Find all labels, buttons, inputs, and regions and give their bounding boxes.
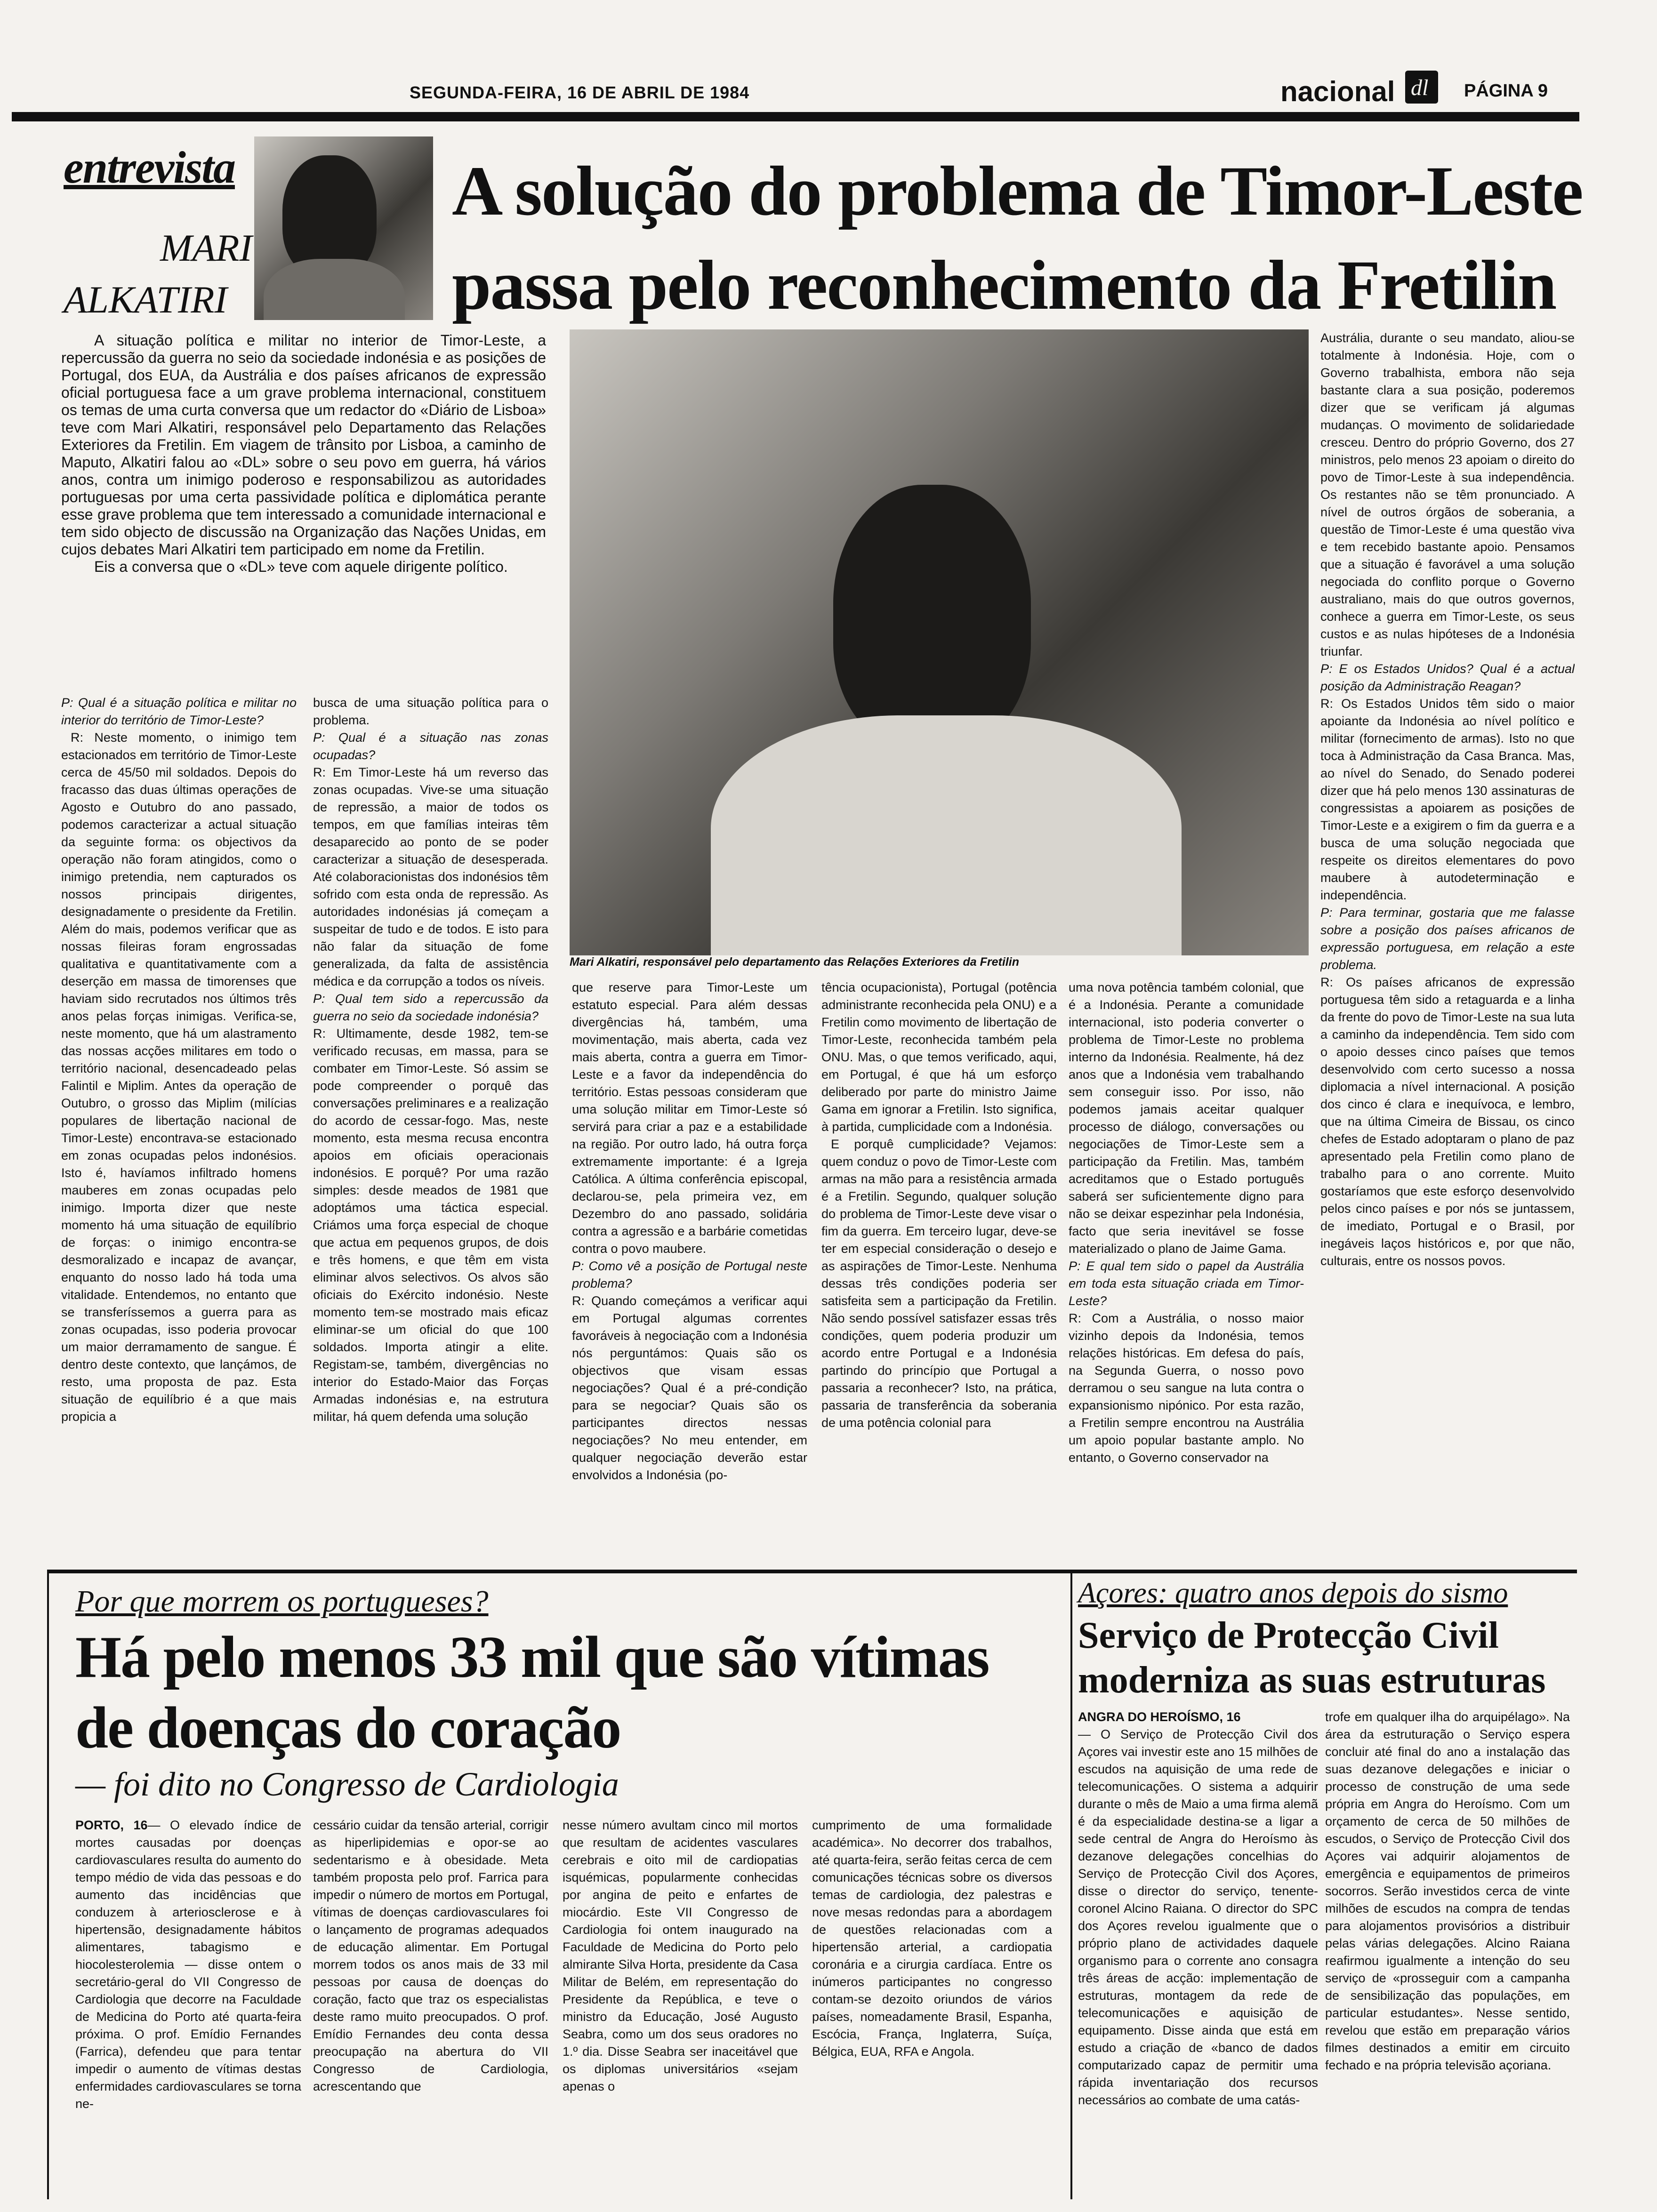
column-paragraph: R: Neste momento, o inimigo tem estacionados em território de Timor-Leste cerca de 45/50 mil soldados. Depois do fracasso das duas últimas operações de Agosto e Outubro do ano passado, podemos caracterizar a actual situação da seguinte forma: os objectivos da operação não foram atingidos, como o inimigo pretendia, nem capturados os nossos principais dirigentes, designadamente o presidente da Fretilin. Além do mais, podemos verificar que as nossas fileiras foram engrossadas qualitativa e quantitativamente com a deserção em massa de timorenses que haviam sido recrutados nos últimos três anos pelas forças inimigas. Verifica-se, neste momento, que há um alastramento das nossas acções militares em todo o território nacional, desencadeado pelas Falintil e Miplim. Antes da operação de Outubro, o grosso das Miplim (milícias populares de libertação nacional de Timor-Leste) encontrava-se estacionado em zonas ocupadas pelos indonésios. Isto é, havíamos infiltrado homens mauberes em zonas ocupadas pelo inimigo. Importa dizer que neste momento há uma situação de equilíbrio de forças: o inimigo encontra-se desmoralizado e incapaz de avançar, enquanto do nosso lado há toda uma vitalidade. Entendemos, no entanto que se transferíssemos a guerra para as zonas ocupadas, isso poderia provocar um maior derramamento de sangue. É dentro deste contexto, que lançámos, de resto, uma proposta de paz. Esta situação de equilíbrio é a que mais propicia a <box>61 730 297 1424</box>
column-paragraph <box>75 1817 301 2113</box>
svg-text:dl: dl <box>1411 75 1429 100</box>
heart-kicker: Por que morrem os portugueses? <box>75 1584 489 1619</box>
interview-kicker: entrevista <box>64 142 235 192</box>
column-paragraph: R: Em Timor-Leste há um reverso das zonas ocupadas. Vive-se uma situação de repressão, a maior de todos os tempos, em que famílias inteiras têm desaparecido ao ponto de se poder caracterizar a situação de desesperada. Até colaboracionistas dos indonésios têm sofrido com esta onda de repressão. As autoridades indonésias já começam a suspeitar de tudo e de todos. E isto para não falar da situação de fome generalizada, da falta de assistência médica e da corrupção a todos os níveis. <box>313 765 548 988</box>
column-paragraph: trofe em qualquer ilha do arquipélago». Na área da estruturação o Serviço espera concluir até final do ano a instalação das suas dezanove delegações e iniciar o processo de construção de uma sede própria em Angra do Heroísmo. Com um orçamento de cerca de 50 milhões de escudos, o Serviço de Protecção Civil dos Açores vai adquirir alojamentos de emergência e equipamentos de primeiros socorros. Serão investidos cerca de vinte milhões de escudos na compra de tendas para alojamentos provisórios a distribuir pelas várias delegações. Alcino Raiana reafirmou igualmente a intenção do seu serviço de «prosseguir com a campanha de sensibilização das populações, em particular estudantes». Nesse sentido, revelou que estão em preparação vários filmes destinados a emitir em circuito fechado e na própria televisão açoriana. <box>1325 1710 1570 2072</box>
interview-photo <box>570 329 1309 955</box>
column-paragraph: P: Qual tem sido a repercussão da guerra no seio da sociedade indonésia? <box>313 992 548 1023</box>
photo-caption: Mari Alkatiri, responsável pelo departamento das Relações Exteriores da Fretilin <box>570 955 1019 969</box>
column-paragraph: P: E os Estados Unidos? Qual é a actual posição da Administração Reagan? <box>1320 662 1575 693</box>
azores-headline-line2: moderniza as suas estruturas <box>1078 1659 1546 1701</box>
heart-column-3 <box>563 1817 798 2188</box>
column-paragraph: busca de uma situação política para o problema. <box>313 696 548 727</box>
interview-column-4 <box>821 979 1057 1570</box>
interviewee-name-line2: ALKATIRI <box>64 278 227 321</box>
azores-column-2 <box>1325 1708 1570 2188</box>
column-paragraph: cessário cuidar da tensão arterial, corrigir as hiperlipidemias e opor-se ao sedentarismo e à obesidade. Meta também proposta pelo prof. Farrica para impedir o número de mortos em Portugal, vítimas de doenças cardiovasculares foi o lançamento de programas adequados de educação alimentar. Em Portugal morrem todos os anos mais de 33 mil pessoas por causa de doenças do coração, facto que traz os especialistas deste ramo muito preocupados. O prof. Emídio Fernandes deu conta dessa preocupação na abertura do VII Congresso de Cardiologia, acrescentando que <box>313 1818 548 2093</box>
column-paragraph <box>1078 1708 1318 2109</box>
heart-dateline: PORTO, 16 <box>75 1818 148 1832</box>
page-date: SEGUNDA-FEIRA, 16 DE ABRIL DE 1984 <box>410 83 750 102</box>
heart-col1-text: — O elevado índice de mortes causadas por doenças cardiovasculares resulta do aumento do tempo médio de vida das pessoas e do aumento das incidências que conduzem à arteriosclerose e à hipertensão, designadamente hábitos alimentares, tabagismo e hiocolesterolemia — disse ontem o secretário-geral do VII Congresso de Cardiologia que decorre na Faculdade de Medicina do Porto até quarta-feira próxima. O prof. Emídio Fernandes (Farrica), defendeu que para tentar impedir o aumento de vítimas destas enfermidades cardiovasculares se torna ne- <box>75 1818 301 2111</box>
interview-headline-line1: A solução do problema de Timor-Leste <box>452 152 1583 230</box>
interview-headline-line2: passa pelo reconhecimento da Fretilin <box>452 246 1556 324</box>
column-paragraph: P: Para terminar, gostaria que me falasse sobre a posição dos países africanos de expressão portuguesa, em relação a este problema. <box>1320 906 1575 972</box>
column-paragraph: R: Com a Austrália, o nosso maior vizinho depois da Indonésia, temos relações históricas. Em defesa do país, na Segunda Guerra, o nosso povo derramou o seu sangue na luta contra o expansionismo nipónico. Por esta razão, a Fretilin sempre encontrou na Austrália um apoio popular bastante amplo. No entanto, o Governo conservador na <box>1069 1311 1304 1465</box>
interview-column-5 <box>1069 979 1304 1570</box>
column-paragraph: Austrália, durante o seu mandato, aliou-se totalmente à Indonésia. Hoje, com o Governo trabalhista, embora não seja bastante clara a sua posição, poderemos dizer que se verificam já algumas mudanças. O movimento de solidariedade cresceu. Dentro do próprio Governo, dos 27 ministros, pelo menos 23 apoiam o direito do povo de Timor-Leste à sua independência. Os restantes não se têm pronunciado. A nível de outros órgãos de soberania, a questão de Timor-Leste é uma questão viva e tem recebido bastante apoio. Pensamos que a situação é favorável a uma solução negociada do conflito porque o Governo australiano, mais do que outros governos, conhece a guerra em Timor-Leste, os seus custos e as nulas hipóteses de a Indonésia triunfar. <box>1320 331 1575 658</box>
column-paragraph: R: Ultimamente, desde 1982, tem-se verificado recusas, em massa, para se combater em Timor-Leste. Só assim se pode compreender o porquê das conversações preliminares e a realização do acordo de cessar-fogo. Mas, neste momento, esta mesma recusa encontra apoios em oficiais operacionais indonésios. E porquê? Por uma razão simples: desde meados de 1981 que adoptámos uma táctica especial. Criámos uma força especial de choque que actua em pequenos grupos, de dois e três homens, e que têm em vista eliminar alvos selectivos. Os alvos são oficiais do Exército indonésio. Neste momento tem-se mostrado mais eficaz eliminar-se um oficial do que 100 soldados. Importa atingir a elite. Registam-se, também, divergências no interior do Estado-Maior das Forças Armadas indonésias e, na estrutura militar, há quem defenda uma solução <box>313 1026 548 1424</box>
interview-column-2 <box>313 694 548 1570</box>
newspaper-logo-icon <box>1405 71 1438 104</box>
azores-dateline: ANGRA DO HEROÍSMO, 16 <box>1078 1710 1241 1724</box>
azores-kicker: Açores: quatro anos depois do sismo <box>1078 1577 1508 1609</box>
heart-column-4 <box>812 1817 1052 2188</box>
interviewee-name-line1: MARI <box>160 226 252 269</box>
intro-closing: Eis a conversa que o «DL» teve com aquele dirigente político. <box>94 558 508 575</box>
interviewee-portrait <box>254 136 433 320</box>
interview-intro <box>61 332 546 685</box>
column-paragraph: R: Os países africanos de expressão portuguesa têm sido a retaguarda e a linha da frente do povo de Timor-Leste na sua luta a caminho da independência. Tem sido com o apoio desses cinco países que temos desenvolvido com certo sucesso a nossa diplomacia a nível internacional. A posição dos cinco é clara e inequívoca, e lembro, que na última Cimeira de Bissau, os cinco chefes de Estado adoptaram o plano de paz apresentado pela Fretilin como plano de trabalho para o ano corrente. Muito gostaríamos que este esforço desenvolvido pelos cinco países e por nós se juntassem, de imediato, Portugal e o Brasil, por inegáveis laços históricos e, por que não, culturais, entre os nossos povos. <box>1320 975 1575 1268</box>
heart-column-2 <box>313 1817 548 2188</box>
column-paragraph: cumprimento de uma formalidade académica». No decorrer dos trabalhos, até quarta-feira, serão feitas cerca de cem comunicações técnicas sobre os diversos temas de cardiologia, dez palestras e nove mesas redondas para a abordagem de questões relacionadas com a hipertensão arterial, a cardiopatia coronária e a cirurgia cardíaca. Entre os inúmeros participantes no congresso contam-se dezoito oriundos de vários países, nomeadamente Brasil, Espanha, Escócia, França, Inglaterra, Suíça, Bélgica, EUA, RFA e Angola. <box>812 1818 1052 2059</box>
azores-headline-line1: Serviço de Protecção Civil <box>1078 1615 1499 1656</box>
page-number: PÁGINA 9 <box>1464 81 1548 101</box>
interview-column-6 <box>1320 329 1575 1570</box>
column-paragraph: P: Qual é a situação nas zonas ocupadas? <box>313 730 548 762</box>
column-paragraph: uma nova potência também colonial, que é a Indonésia. Perante a comunidade internacional, isto poderia converter o problema de Timor-Leste no problema interno da Indonésia. Realmente, há dez anos que a Indonésia vem trabalhando sem conseguir isso. Por isso, não podemos jamais aceitar qualquer processo de diálogo, conversações ou negociações de Timor-Leste sem a participação da Fretilin. Mas, também acreditamos que o Estado português saberá ser suficientemente digno para não se deixar espezinhar pela Indonésia, facto que seria inevitável se fosse materializado o plano de Jaime Gama. <box>1069 980 1304 1256</box>
column-paragraph: R: Os Estados Unidos têm sido o maior apoiante da Indonésia ao nível político e militar (fornecimento de armas). Isto no que toca à Administração da Casa Branca. Mas, ao nível do Senado, do Senado poderei dizer que há pelo menos 130 assinaturas de congressistas a apoiarem as posições de Timor-Leste e a exigirem o fim da guerra e a busca de uma solução negociada que respeite os direitos elementares do povo maubere à autodeterminação e independência. <box>1320 697 1575 902</box>
azores-top-rule <box>1069 1570 1577 1573</box>
interview-column-3 <box>572 979 807 1570</box>
heart-subhead: — foi dito no Congresso de Cardiologia <box>75 1765 619 1803</box>
column-paragraph: que reserve para Timor-Leste um estatuto especial. Para além dessas divergências há, também, uma movimentação, mais aberta, cada vez mais aberta, contra a guerra em Timor-Leste e a favor da independência do território. Estas pessoas consideram que uma solução militar em Timor-Leste só servirá para criar a paz e a estabilidade na região. Por outro lado, há outra força extremamente importante: é a Igreja Católica. A última conferência episcopal, declarou-se, pela primeira vez, em Dezembro do ano passado, solidária contra a agressão e a barbárie cometidas contra o povo maubere. <box>572 980 807 1256</box>
interview-column-1 <box>61 694 297 1570</box>
heart-column-1 <box>75 1817 301 2188</box>
azores-col1-text: — O Serviço de Protecção Civil dos Açores vai investir este ano 15 milhões de escudos na aquisição de uma rede de telecomunicações. O sistema a adquirir durante o mês de Maio a uma firma alemã é da especialidade destina-se a ligar a sede central de Angra do Heroísmo às dezanove delegações concelhias do Serviço de Protecção Civil dos Açores, disse o director do serviço, tenente-coronel Alcino Raiana. O director do SPC dos Açores revelou igualmente que o próprio plano de actividades daquele organismo para o corrente ano consagra três áreas de acção: implementação de estruturas, montagem da rede de telecomunicações e aquisição de equipamento. Disse ainda que está em estudo a criação de «banco de dados computarizado capaz de permitir uma rápida inventariação dos recursos necessários ao combate de uma catás- <box>1078 1727 1318 2107</box>
column-paragraph: tência ocupacionista), Portugal (potência administrante reconhecida pela ONU) e a Fretilin como movimento de libertação de Timor-Leste, reconhecida também pela ONU. Mas, o que temos verificado, aqui, em Portugal, é que há um esforço deliberado por parte do ministro Jaime Gama em ignorar a Fretilin. Isto significa, à partida, cumplicidade com a Indonésia. <box>821 980 1057 1134</box>
header-rule <box>12 112 1579 121</box>
intro-paragraph: A situação política e militar no interior de Timor-Leste, a repercussão da guerra no seio da sociedade indonésia e as posições de Portugal, dos EUA, da Austrália e dos países africanos de expressão oficial portuguesa face a um grave problema internacional, constituem os temas de uma curta conversa que um redactor do «Diário de Lisboa» teve com Mari Alkatiri, responsável pelo Departamento das Relações Exteriores da Fretilin. Em viagem de trânsito por Lisboa, a caminho de Maputo, Alkatiri falou ao «DL» sobre o seu povo em guerra, há vários anos, contra um inimigo poderoso e responsabilizou as autoridades portuguesas por uma certa passividade política e diplomática perante esse grave problema que tem interessado a comunidade internacional e tem sido objecto de discussão na Organização das Nações Unidas, em cujos debates Mari Alkatiri tem participado em nome da Fretilin. <box>61 332 546 558</box>
column-paragraph: P: Como vê a posição de Portugal neste problema? <box>572 1259 807 1290</box>
column-paragraph: R: Quando começámos a verificar aqui em Portugal algumas correntes favoráveis à negociação com a Indonésia nós perguntámos: Quais são os objectivos que visam essas negociações? Qual é a pré-condição para se negociar? Quais são os participantes directos nessas negociações? No meu entender, em qualquer negociação deverão estar envolvidos a Indonésia (po- <box>572 1294 807 1482</box>
section-name: nacional <box>1280 76 1395 107</box>
column-paragraph: P: Qual é a situação política e militar no interior do território de Timor-Leste? <box>61 696 297 727</box>
column-paragraph: P: E qual tem sido o papel da Austrália em toda esta situação criada em Timor-Leste? <box>1069 1259 1304 1308</box>
column-paragraph: nesse número avultam cinco mil mortos que resultam de acidentes vasculares cerebrais e oito mil de cardiopatias isquémicas, popularmente conhecidas por angina de peito e enfartes de miocárdio. Este VII Congresso de Cardiologia foi ontem inaugurado na Faculdade de Medicina do Porto pelo almirante Silva Horta, presidente da Casa Militar de Belém, em representação do Presidente da República, e teve o ministro da Educação, José Augusto Seabra, como um dos seus oradores no 1.º dia. Disse Seabra ser inaceitável que os diplomas universitários «sejam apenas o <box>563 1818 798 2093</box>
heart-headline-line1: Há pelo menos 33 mil que são vítimas <box>75 1625 989 1690</box>
heart-headline-line2: de doenças do coração <box>75 1695 621 1761</box>
azores-column-1 <box>1078 1708 1318 2188</box>
column-paragraph: E porquê cumplicidade? Vejamos: quem conduz o povo de Timor-Leste com armas na mão para a resistência armada é a Fretilin. Segundo, qualquer solução do problema de Timor-Leste deve visar o fim da guerra. Em terceiro lugar, deve-se ter em especial consideração o desejo e as aspirações de Timor-Leste. Nenhuma dessas três condições poderia ser satisfeita sem a participação da Fretilin. Não sendo possível satisfazer essas três condições, quem poderia produzir um acordo entre Portugal e a Indonésia partindo do princípio que Portugal a passaria a reconhecer? Isto, na prática, passaria de transferência da soberania de uma potência colonial para <box>821 1137 1057 1430</box>
